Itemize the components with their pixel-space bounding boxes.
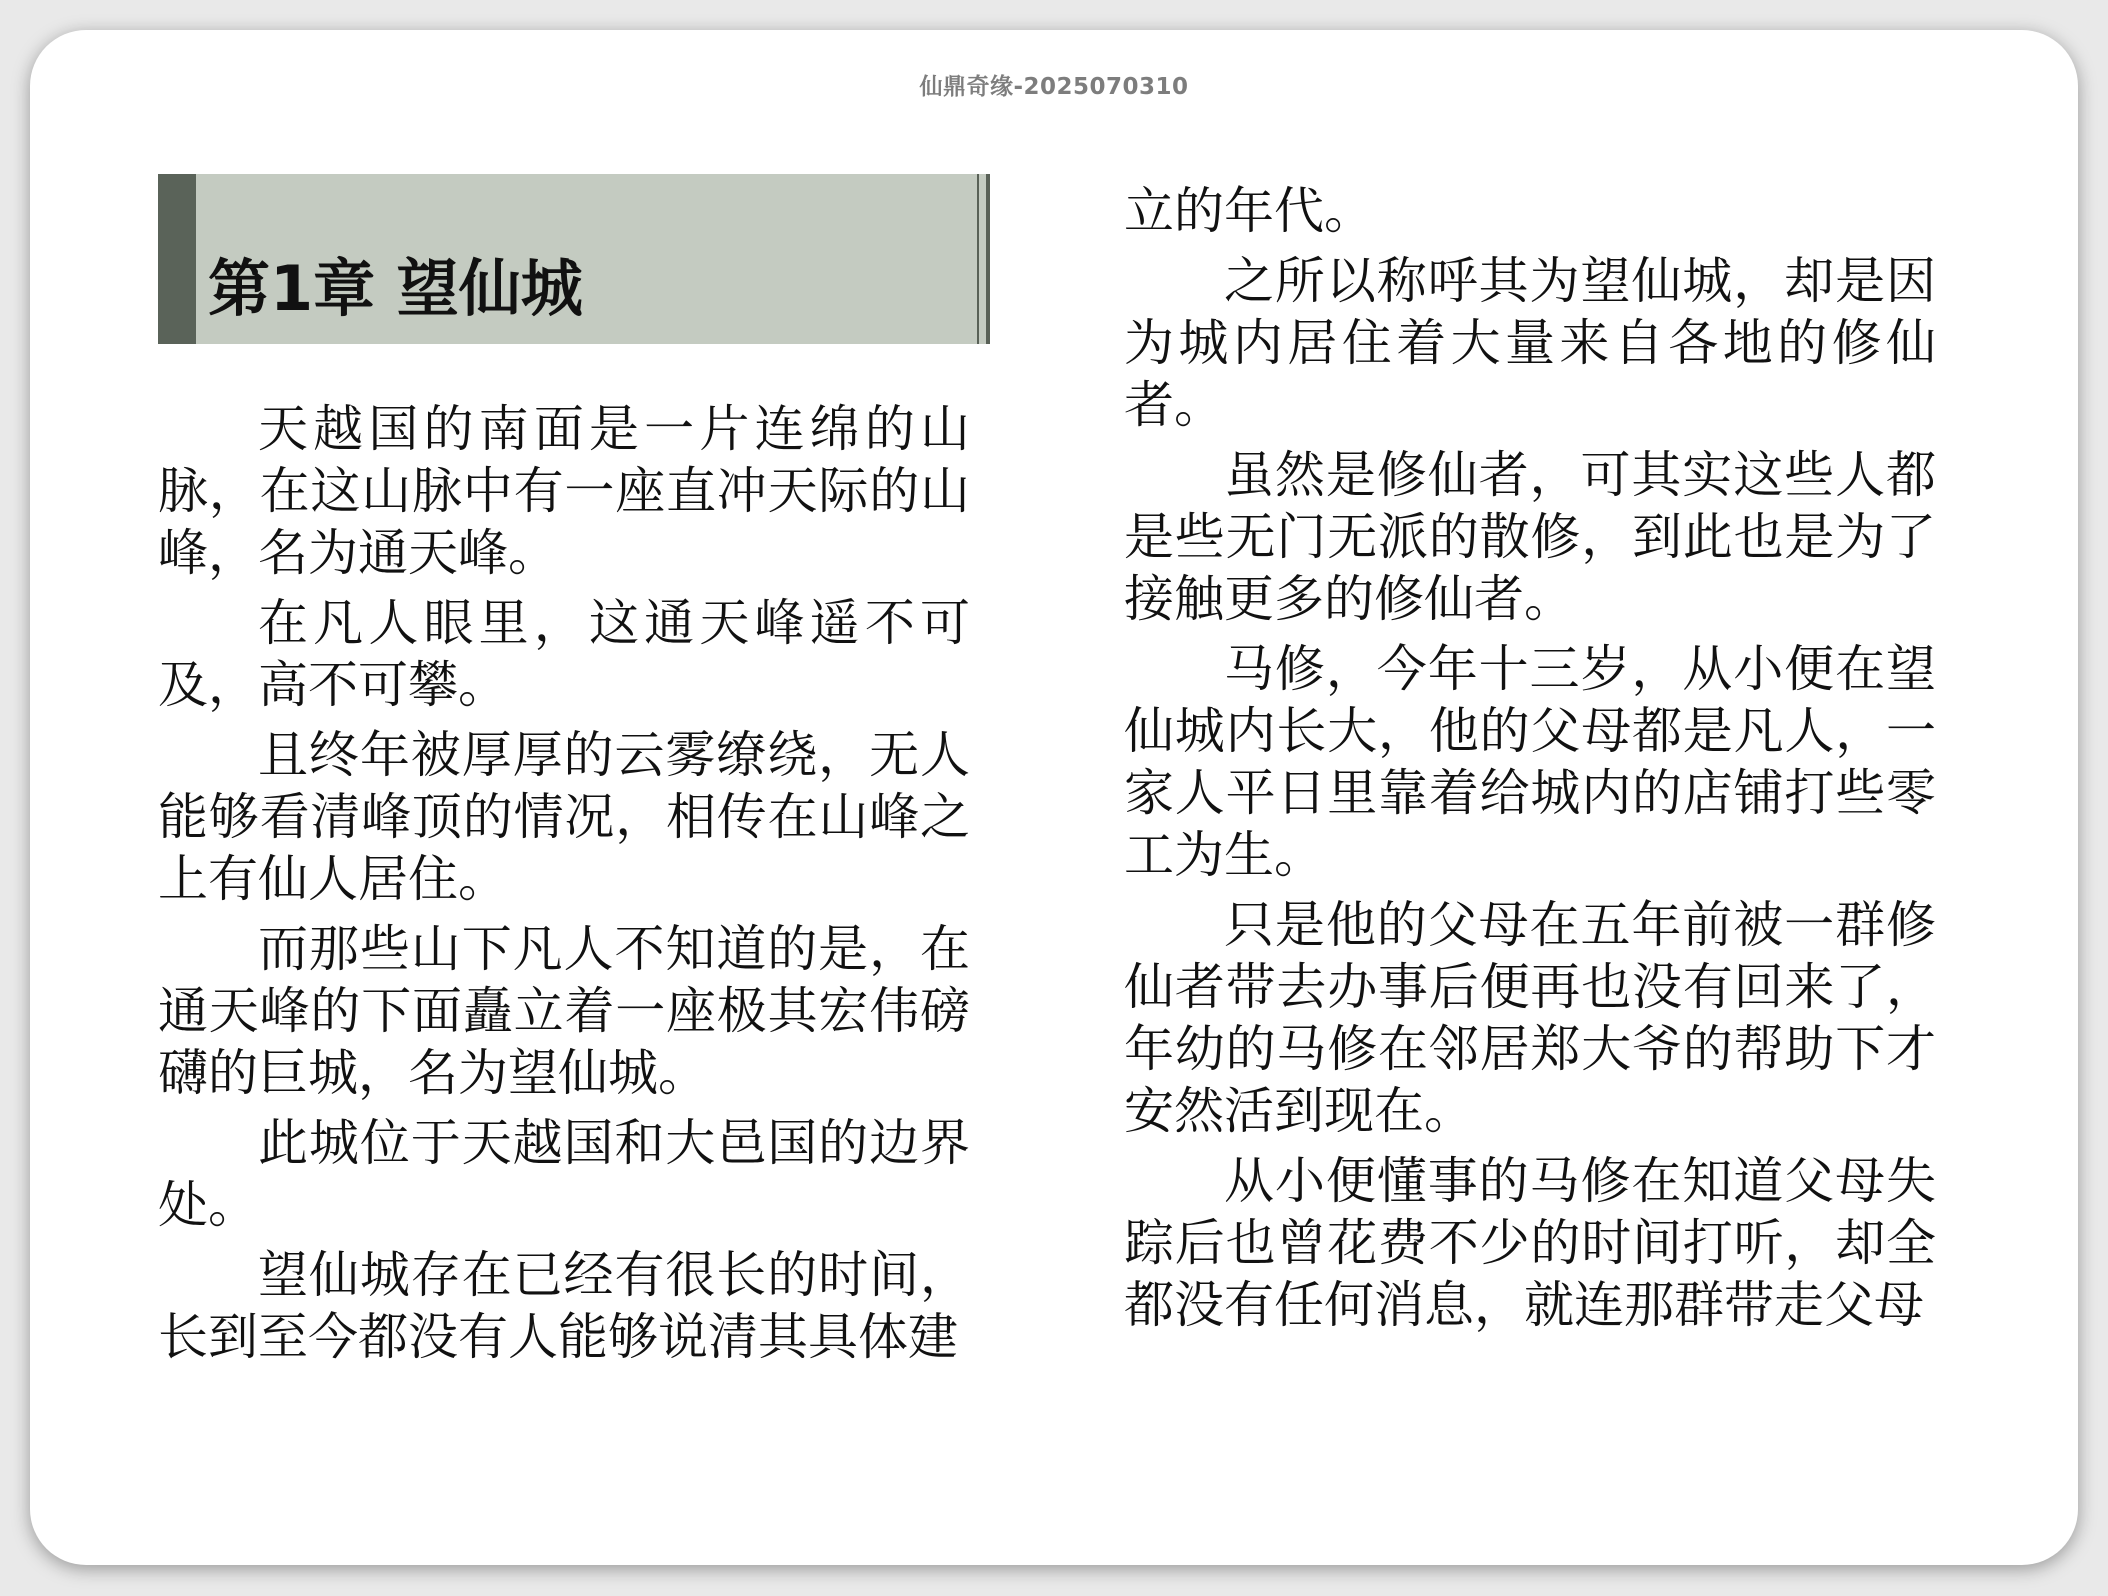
paragraph-continuation: 立的年代。 [1124, 182, 1374, 240]
paragraph: 之所以称呼其为望仙城，却是因为城内居住着大量来自各地的修仙者。 [1124, 252, 1936, 434]
paragraph: 天越国的南面是一片连绵的山脉，在这山脉中有一座直冲天际的山峰，名为通天峰。 [158, 400, 970, 582]
book-title: 仙鼎奇缘-2025070310 [919, 74, 1189, 100]
chapter-title: 第1章 望仙城 [208, 252, 583, 325]
text-column-left [158, 398, 970, 1376]
paragraph: 而那些山下凡人不知道的是，在通天峰的下面矗立着一座极其宏伟磅礴的巨城，名为望仙城。 [158, 920, 970, 1102]
paragraph: 虽然是修仙者，可其实这些人都是些无门无派的散修，到此也是为了接触更多的修仙者。 [1124, 446, 1936, 628]
chapter-banner [158, 174, 990, 344]
chapter-banner-accent-bar [158, 174, 196, 344]
paragraph: 且终年被厚厚的云雾缭绕，无人能够看清峰顶的情况，相传在山峰之上有仙人居住。 [158, 726, 970, 908]
paragraph: 此城位于天越国和大邑国的边界处。 [158, 1114, 970, 1234]
paragraph: 在凡人眼里，这通天峰遥不可及，高不可攀。 [158, 594, 970, 714]
reader-page[interactable] [30, 30, 2078, 1565]
paragraph: 从小便懂事的马修在知道父母失踪后也曾花费不少的时间打听，却全都没有任何消息，就连那群带走父母 [1124, 1152, 1936, 1334]
paragraph: 只是他的父母在五年前被一群修仙者带去办事后便再也没有回来了，年幼的马修在邻居郑大爷的帮助下才安然活到现在。 [1124, 896, 1936, 1140]
paragraph: 望仙城存在已经有很长的时间，长到至今都没有人能够说清其具体建 [158, 1246, 970, 1366]
text-column-right [1124, 180, 1936, 1344]
paragraph: 马修，今年十三岁，从小便在望仙城内长大，他的父母都是凡人，一家人平日里靠着给城内的店铺打些零工为生。 [1124, 640, 1936, 884]
